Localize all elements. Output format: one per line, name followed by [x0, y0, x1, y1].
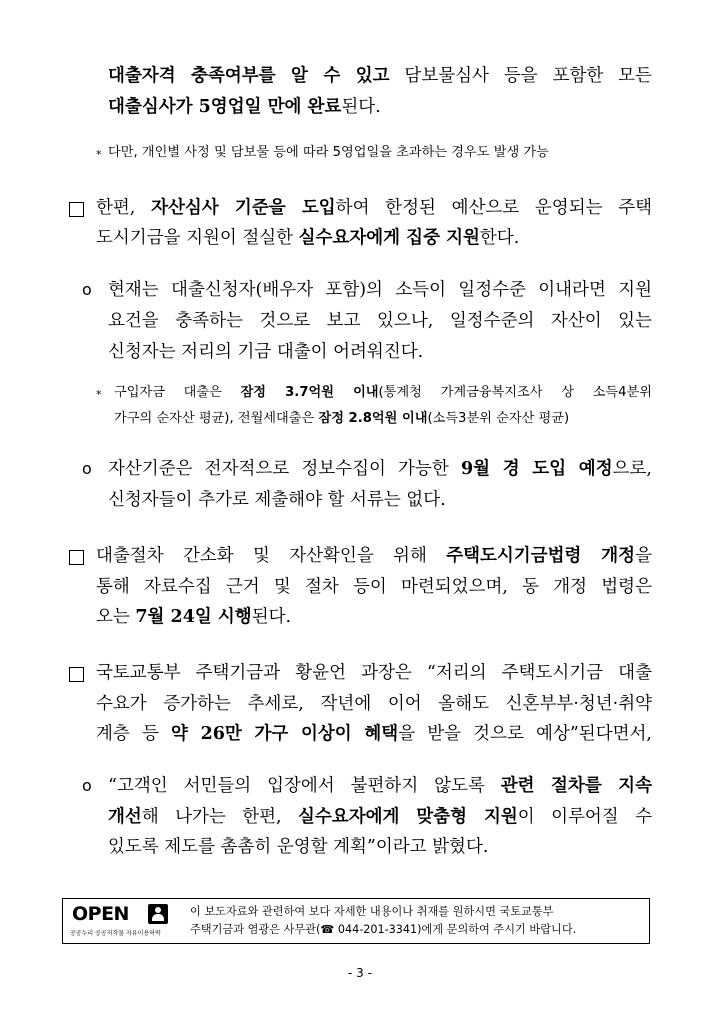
note-star: * [96, 388, 102, 401]
contact-line-1: 이 보도자료와 관련하여 보다 자세한 내용이나 취재를 원하시면 국토교통부 [190, 905, 554, 918]
page-number: - 3 - [348, 966, 372, 980]
intro-line-2: 대출심사가 5영업일 만에 완료된다. [108, 97, 381, 117]
open-license-logo [70, 903, 178, 939]
section1-bullet2-line-1: 자산기준은 전자적으로 정보수집이 가능한 9월 경 도입 예정으로, [108, 459, 652, 479]
section1-bullet2-line-2: 신청자들이 추가로 제출해야 할 서류는 없다. [108, 490, 446, 510]
note-star: * [96, 148, 102, 161]
section3-line-2: 수요가 증가하는 추세로, 작년에 이어 올해도 신혼부부·청년·취약 [96, 694, 652, 714]
section1-bullet1-line-2: 요건을 충족하는 것으로 보고 있으나, 일정수준의 자산이 있는 [108, 311, 652, 331]
bullet-circle: o [82, 459, 92, 478]
section1-note-line-2: 가구의 순자산 평균), 전월세대출은 잠정 2.8억원 이내(소득3분위 순자산 평균) [114, 411, 570, 426]
bullet-circle: o [82, 776, 92, 795]
section3-line-3: 계층 등 약 26만 가구 이상이 혜택을 받을 것으로 예상”된다면서, [96, 724, 652, 744]
section2-line-3: 오는 7월 24일 시행된다. [96, 607, 292, 627]
intro-note: 다만, 개인별 사정 및 담보물 등에 따라 5영업일을 초과하는 경우도 발생 가능 [108, 145, 549, 160]
section3-bullet1-line-1: “고객인 서민들의 입장에서 불편하지 않도록 관련 절차를 지속 [108, 776, 652, 796]
section3-line-1: 국토교통부 주택기금과 황윤언 과장은 “저리의 주택도시기금 대출 [96, 663, 652, 683]
section1-line-2: 도시기금을 지원이 절실한 실수요자에게 집중 지원한다. [96, 228, 520, 248]
person-icon [148, 904, 168, 924]
section3-bullet1-line-3: 있도록 제도를 촘촘히 운영할 계획”이라고 밝혔다. [108, 837, 489, 857]
intro-line-1: 대출자격 충족여부를 알 수 있고 담보물심사 등을 포함한 모든 [108, 66, 652, 86]
section1-line-1: 한편, 자산심사 기준을 도입하여 한정된 예산으로 운영되는 주택 [96, 198, 653, 218]
section-checkbox-2 [69, 550, 84, 565]
section2-line-1: 대출절차 간소화 및 자산확인을 위해 주택도시기금법령 개정을 [96, 546, 652, 566]
section2-line-2: 통해 자료수집 근거 및 절차 등이 마련되었으며, 동 개정 법령은 [96, 577, 652, 597]
section-checkbox-1 [69, 202, 84, 217]
open-logo-subtitle: 공공누리 공공저작물 자유이용허락 [70, 930, 161, 937]
contact-line-2: 주택기금과 염광은 사무관(☎ 044-201-3341)에게 문의하여 주시기 바랍니다. [190, 923, 577, 936]
section1-bullet1-line-3: 신청자는 저리의 기금 대출이 어려워진다. [108, 342, 424, 362]
bullet-circle: o [82, 280, 92, 299]
section-checkbox-3 [69, 667, 84, 682]
section3-bullet1-line-2: 개선해 나가는 한편, 실수요자에게 맞춤형 지원이 이루어질 수 [108, 807, 652, 827]
section1-bullet1-line-1: 현재는 대출신청자(배우자 포함)의 소득이 일정수준 이내라면 지원 [108, 280, 652, 300]
section1-note-line-1: 구입자금 대출은 잠정 3.7억원 이내(통계청 가계금융복지조사 상 소득4분위 [114, 385, 652, 400]
open-logo-text: OPEN [72, 903, 129, 925]
